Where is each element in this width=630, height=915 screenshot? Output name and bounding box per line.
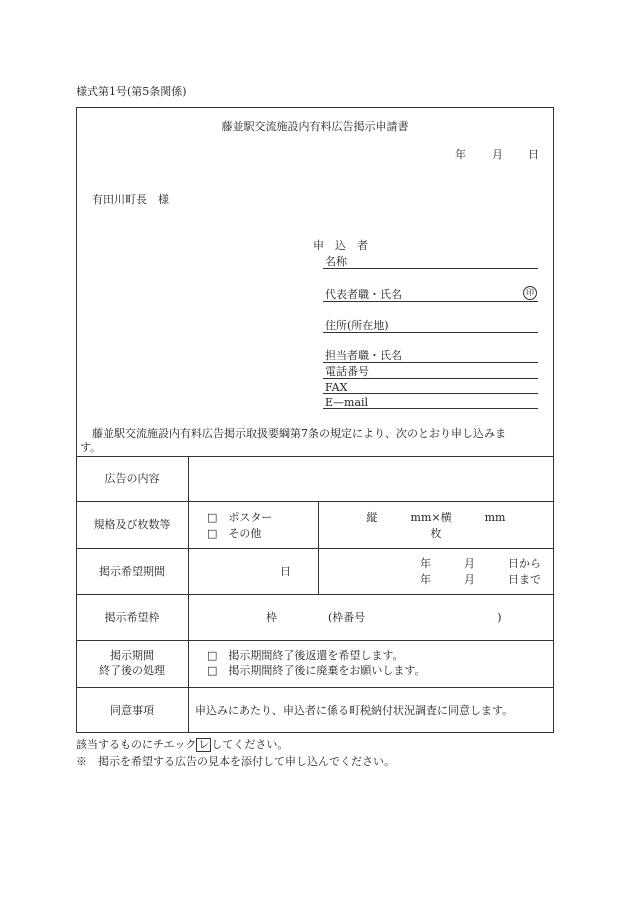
address-label: 住所(所在地) — [325, 319, 389, 332]
checkbox-poster[interactable]: □ ポスター — [207, 511, 273, 524]
email-label: E—mail — [325, 396, 369, 409]
address-field[interactable] — [323, 332, 538, 333]
table-rule — [76, 687, 554, 688]
table-rule — [76, 501, 554, 502]
intro-text-line1: 藤並駅交流施設内有料広告掲示取扱要綱第7条の規定により、次のとおり申し込みま — [92, 427, 506, 440]
representative-label: 代表者職・氏名 — [325, 288, 402, 301]
row-label-period: 掲示希望期間 — [99, 565, 165, 578]
email-field[interactable] — [323, 408, 538, 409]
table-top-rule — [76, 456, 554, 457]
row-label-disposal-line2: 終了後の処理 — [99, 664, 165, 677]
slot-number[interactable]: (枠番号 ) — [328, 611, 502, 624]
consent-text: 申込みにあたり、申込者に係る町税納付状況調査に同意します。 — [195, 704, 514, 717]
checkbox-return[interactable]: □ 掲示期間終了後返還を希望します。 — [207, 649, 404, 662]
date-year[interactable]: 年 — [455, 148, 466, 161]
representative-field[interactable] — [323, 301, 538, 302]
table-label-divider — [188, 456, 189, 733]
row-label-spec: 規格及び枚数等 — [93, 518, 171, 531]
applicant-name-field[interactable] — [323, 268, 538, 269]
table-rule — [76, 640, 554, 641]
phone-field[interactable] — [323, 378, 538, 379]
contact-person-field[interactable] — [323, 362, 538, 363]
sample-note: ※ 掲示を希望する広告の見本を添付して申し込んでください。 — [76, 755, 395, 768]
check-mark-icon: レ — [198, 738, 210, 751]
applicant-name-label: 名称 — [325, 255, 347, 268]
row-label-slot: 掲示希望枠 — [104, 611, 160, 624]
table-rule — [76, 548, 554, 549]
form-number: 様式第1号(第5条関係) — [76, 85, 187, 98]
applicant-heading: 申 込 者 — [313, 239, 368, 252]
seal-mark-icon: 印 — [523, 286, 537, 300]
content-input-cell[interactable] — [190, 458, 552, 500]
intro-text-line2: す。 — [80, 441, 102, 454]
spec-count[interactable]: 枚 — [430, 527, 442, 540]
slot-unit[interactable]: 枠 — [266, 611, 277, 624]
period-to[interactable]: 年 月 日まで — [420, 573, 541, 586]
check-note — [76, 738, 288, 752]
fax-field[interactable] — [323, 393, 538, 394]
check-note-suffix: してください。 — [211, 738, 289, 751]
period-days[interactable]: 日 — [280, 565, 291, 578]
row-label-consent: 同意事項 — [110, 704, 154, 717]
spec-dimensions[interactable]: 縦 mm×横 mm — [366, 511, 506, 524]
contact-person-label: 担当者職・氏名 — [325, 349, 402, 362]
fax-label: FAX — [325, 381, 348, 394]
phone-label: 電話番号 — [325, 365, 369, 378]
checkbox-other[interactable]: □ その他 — [207, 527, 262, 540]
row-label-disposal-line1: 掲示期間 — [110, 649, 154, 662]
date-day[interactable]: 日 — [528, 148, 539, 161]
date-month[interactable]: 月 — [492, 148, 503, 161]
checkbox-discard[interactable]: □ 掲示期間終了後に廃棄をお願いします。 — [207, 664, 426, 677]
addressee: 有田川町長 様 — [92, 193, 169, 206]
form-title: 藤並駅交流施設内有料広告掲示申請書 — [221, 120, 409, 133]
check-note-prefix: 該当するものにチエック — [76, 738, 197, 751]
period-from[interactable]: 年 月 日から — [420, 557, 541, 570]
table-rule — [76, 594, 554, 595]
row-label-content: 広告の内容 — [104, 472, 160, 485]
